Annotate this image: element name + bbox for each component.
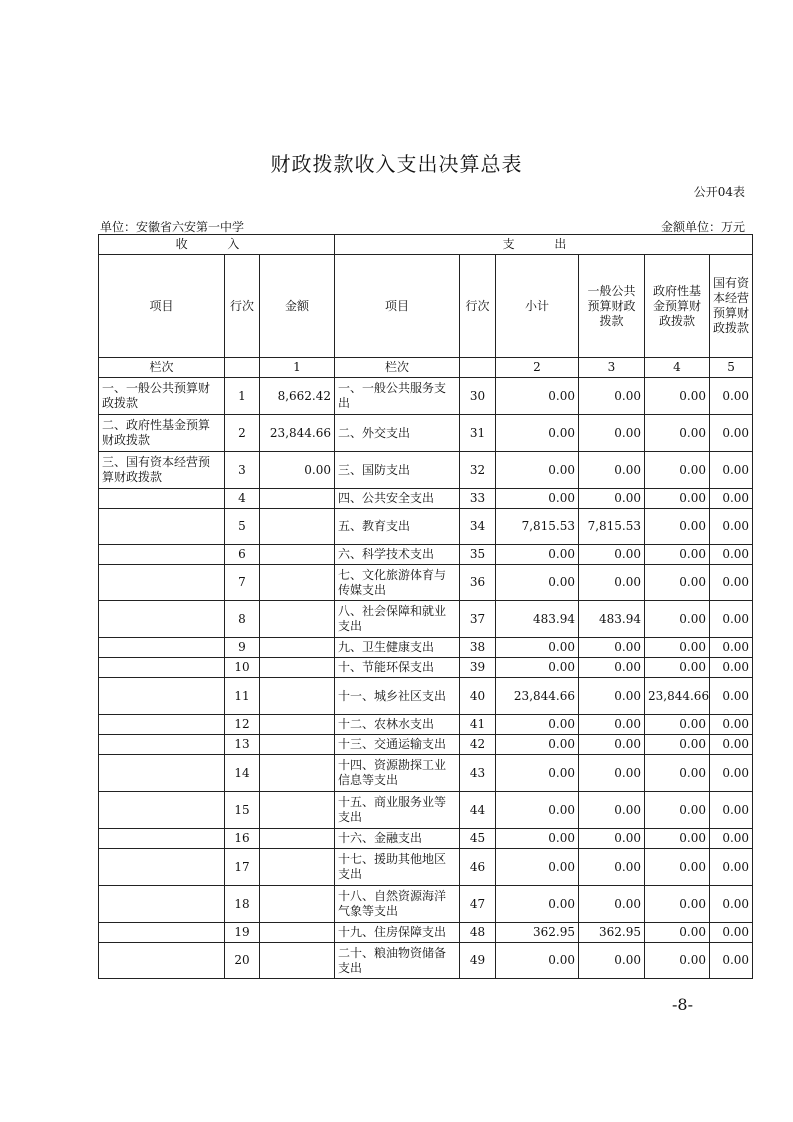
expense-subtotal: 0.00 (496, 943, 579, 979)
income-item (99, 943, 225, 979)
expense-state-capital-budget: 0.00 (710, 678, 753, 715)
unit-label: 单位：安徽省六安第一中学 (100, 220, 245, 234)
expense-item: 十、节能环保支出 (335, 658, 460, 678)
expense-item: 十四、资源勘探工业信息等支出 (335, 755, 460, 792)
expense-line: 46 (460, 849, 496, 886)
table-row (99, 755, 753, 792)
expense-general-budget: 0.00 (579, 415, 645, 452)
expense-fund-budget: 0.00 (645, 601, 710, 638)
table-row (99, 415, 753, 452)
expense-subtotal: 0.00 (496, 849, 579, 886)
income-amount (260, 565, 335, 601)
income-item (99, 638, 225, 658)
expense-line: 34 (460, 509, 496, 545)
income-amount (260, 658, 335, 678)
income-line: 7 (225, 565, 260, 601)
expense-general-budget: 0.00 (579, 638, 645, 658)
table-row (99, 545, 753, 565)
colnum-3: 3 (579, 358, 645, 378)
expense-item: 九、卫生健康支出 (335, 638, 460, 658)
expense-subtotal: 0.00 (496, 792, 579, 829)
expense-fund-budget: 0.00 (645, 415, 710, 452)
income-amount (260, 755, 335, 792)
income-amount (260, 509, 335, 545)
income-line: 16 (225, 829, 260, 849)
expense-subtotal: 362.95 (496, 923, 579, 943)
expense-general-budget: 483.94 (579, 601, 645, 638)
income-amount (260, 923, 335, 943)
income-line: 10 (225, 658, 260, 678)
table-row (99, 658, 753, 678)
expense-general-budget: 0.00 (579, 943, 645, 979)
expense-item: 二、外交支出 (335, 415, 460, 452)
table-row (99, 792, 753, 829)
income-line: 18 (225, 886, 260, 923)
expense-subtotal: 0.00 (496, 735, 579, 755)
income-amount (260, 638, 335, 658)
expense-line: 39 (460, 658, 496, 678)
expense-line: 31 (460, 415, 496, 452)
income-amount (260, 489, 335, 509)
expense-line: 36 (460, 565, 496, 601)
expense-state-capital-budget: 0.00 (710, 565, 753, 601)
income-amount (260, 601, 335, 638)
expense-item: 六、科学技术支出 (335, 545, 460, 565)
finance-table (98, 234, 753, 979)
expense-subtotal: 0.00 (496, 489, 579, 509)
expense-line: 44 (460, 792, 496, 829)
expense-fund-budget: 0.00 (645, 755, 710, 792)
expense-fund-budget: 0.00 (645, 452, 710, 489)
income-item (99, 923, 225, 943)
table-row (99, 923, 753, 943)
income-item (99, 489, 225, 509)
income-line: 11 (225, 678, 260, 715)
table-row (99, 829, 753, 849)
expense-state-capital-budget: 0.00 (710, 378, 753, 415)
income-item (99, 715, 225, 735)
expense-item: 十一、城乡社区支出 (335, 678, 460, 715)
page-title: 财政拨款收入支出决算总表 (270, 152, 523, 176)
income-line: 15 (225, 792, 260, 829)
expense-general-budget: 0.00 (579, 378, 645, 415)
header-general-budget: 一般公共预算财政拨款 (579, 255, 645, 358)
income-amount (260, 943, 335, 979)
expense-subtotal: 0.00 (496, 829, 579, 849)
expense-state-capital-budget: 0.00 (710, 735, 753, 755)
income-line: 20 (225, 943, 260, 979)
expense-fund-budget: 0.00 (645, 849, 710, 886)
expense-fund-budget: 0.00 (645, 943, 710, 979)
table-row (99, 638, 753, 658)
income-item (99, 509, 225, 545)
expense-state-capital-budget: 0.00 (710, 489, 753, 509)
income-item (99, 886, 225, 923)
colnum-empty (225, 358, 260, 378)
section-income-header: 收 入 (99, 235, 335, 255)
expense-item: 十八、自然资源海洋气象等支出 (335, 886, 460, 923)
expense-line: 43 (460, 755, 496, 792)
income-item (99, 755, 225, 792)
expense-fund-budget: 0.00 (645, 923, 710, 943)
expense-fund-budget: 0.00 (645, 886, 710, 923)
header-line-expense: 行次 (460, 255, 496, 358)
income-line: 3 (225, 452, 260, 489)
expense-item: 十二、农林水支出 (335, 715, 460, 735)
table-row (99, 489, 753, 509)
expense-item: 七、文化旅游体育与传媒支出 (335, 565, 460, 601)
expense-general-budget: 0.00 (579, 715, 645, 735)
income-item (99, 735, 225, 755)
expense-state-capital-budget: 0.00 (710, 638, 753, 658)
income-line: 2 (225, 415, 260, 452)
table-row (99, 849, 753, 886)
form-number: 公开04表 (693, 185, 745, 199)
colnum-1: 1 (260, 358, 335, 378)
income-amount (260, 849, 335, 886)
header-amount: 金额 (260, 255, 335, 358)
expense-state-capital-budget: 0.00 (710, 829, 753, 849)
expense-item: 十六、金融支出 (335, 829, 460, 849)
income-item (99, 601, 225, 638)
section-expense-header: 支 出 (335, 235, 753, 255)
header-item: 项目 (99, 255, 225, 358)
expense-fund-budget: 0.00 (645, 638, 710, 658)
income-amount (260, 792, 335, 829)
expense-item: 五、教育支出 (335, 509, 460, 545)
income-amount (260, 715, 335, 735)
income-line: 12 (225, 715, 260, 735)
expense-line: 45 (460, 829, 496, 849)
expense-state-capital-budget: 0.00 (710, 415, 753, 452)
colnum-empty-expense (460, 358, 496, 378)
expense-state-capital-budget: 0.00 (710, 849, 753, 886)
expense-line: 32 (460, 452, 496, 489)
expense-line: 40 (460, 678, 496, 715)
expense-state-capital-budget: 0.00 (710, 601, 753, 638)
expense-subtotal: 0.00 (496, 755, 579, 792)
expense-state-capital-budget: 0.00 (710, 755, 753, 792)
header-fund-budget: 政府性基金预算财政拨款 (645, 255, 710, 358)
expense-fund-budget: 0.00 (645, 509, 710, 545)
header-state-capital-budget: 国有资本经营预算财政拨款 (710, 255, 753, 358)
expense-general-budget: 0.00 (579, 565, 645, 601)
income-line: 6 (225, 545, 260, 565)
expense-general-budget: 0.00 (579, 452, 645, 489)
expense-state-capital-budget: 0.00 (710, 792, 753, 829)
colnum-5: 5 (710, 358, 753, 378)
expense-item: 十七、援助其他地区支出 (335, 849, 460, 886)
income-amount (260, 886, 335, 923)
expense-subtotal: 0.00 (496, 565, 579, 601)
table-row (99, 715, 753, 735)
expense-general-budget: 0.00 (579, 735, 645, 755)
expense-item: 二十、粮油物资储备支出 (335, 943, 460, 979)
income-item: 二、政府性基金预算财政拨款 (99, 415, 225, 452)
expense-subtotal: 0.00 (496, 886, 579, 923)
expense-line: 35 (460, 545, 496, 565)
expense-line: 33 (460, 489, 496, 509)
expense-fund-budget: 0.00 (645, 489, 710, 509)
income-line: 1 (225, 378, 260, 415)
expense-state-capital-budget: 0.00 (710, 658, 753, 678)
expense-line: 48 (460, 923, 496, 943)
expense-state-capital-budget: 0.00 (710, 923, 753, 943)
colnum-label-expense: 栏次 (335, 358, 460, 378)
expense-subtotal: 0.00 (496, 545, 579, 565)
expense-item: 十五、商业服务业等支出 (335, 792, 460, 829)
expense-state-capital-budget: 0.00 (710, 509, 753, 545)
expense-general-budget: 0.00 (579, 886, 645, 923)
income-item (99, 792, 225, 829)
colnum-4: 4 (645, 358, 710, 378)
expense-line: 37 (460, 601, 496, 638)
income-item (99, 849, 225, 886)
income-line: 8 (225, 601, 260, 638)
expense-fund-budget: 0.00 (645, 735, 710, 755)
expense-subtotal: 0.00 (496, 415, 579, 452)
expense-fund-budget: 0.00 (645, 658, 710, 678)
income-amount: 0.00 (260, 452, 335, 489)
colnum-2: 2 (496, 358, 579, 378)
income-line: 19 (225, 923, 260, 943)
expense-line: 49 (460, 943, 496, 979)
expense-state-capital-budget: 0.00 (710, 452, 753, 489)
income-item (99, 658, 225, 678)
table-row (99, 509, 753, 545)
table-row (99, 886, 753, 923)
expense-general-budget: 0.00 (579, 545, 645, 565)
expense-subtotal: 7,815.53 (496, 509, 579, 545)
expense-state-capital-budget: 0.00 (710, 886, 753, 923)
header-line: 行次 (225, 255, 260, 358)
table-row (99, 943, 753, 979)
income-item (99, 678, 225, 715)
page-number: -8- (672, 995, 693, 1014)
income-amount (260, 545, 335, 565)
colnum-label: 栏次 (99, 358, 225, 378)
expense-state-capital-budget: 0.00 (710, 545, 753, 565)
income-line: 14 (225, 755, 260, 792)
expense-fund-budget: 0.00 (645, 545, 710, 565)
income-line: 13 (225, 735, 260, 755)
header-item-expense: 项目 (335, 255, 460, 358)
expense-general-budget: 0.00 (579, 678, 645, 715)
expense-line: 47 (460, 886, 496, 923)
table-row (99, 378, 753, 415)
income-amount: 8,662.42 (260, 378, 335, 415)
expense-line: 30 (460, 378, 496, 415)
table-row (99, 565, 753, 601)
income-item (99, 545, 225, 565)
expense-item: 一、一般公共服务支出 (335, 378, 460, 415)
table-row (99, 735, 753, 755)
expense-general-budget: 0.00 (579, 755, 645, 792)
expense-item: 四、公共安全支出 (335, 489, 460, 509)
expense-general-budget: 362.95 (579, 923, 645, 943)
income-line: 17 (225, 849, 260, 886)
expense-subtotal: 0.00 (496, 638, 579, 658)
income-amount (260, 735, 335, 755)
expense-subtotal: 0.00 (496, 658, 579, 678)
expense-subtotal: 23,844.66 (496, 678, 579, 715)
expense-subtotal: 0.00 (496, 452, 579, 489)
expense-fund-budget: 0.00 (645, 378, 710, 415)
expense-general-budget: 0.00 (579, 792, 645, 829)
expense-item: 十九、住房保障支出 (335, 923, 460, 943)
table-row (99, 601, 753, 638)
expense-general-budget: 7,815.53 (579, 509, 645, 545)
expense-fund-budget: 0.00 (645, 565, 710, 601)
expense-subtotal: 483.94 (496, 601, 579, 638)
expense-line: 41 (460, 715, 496, 735)
expense-fund-budget: 0.00 (645, 792, 710, 829)
income-line: 9 (225, 638, 260, 658)
expense-line: 38 (460, 638, 496, 658)
table-row (99, 678, 753, 715)
expense-line: 42 (460, 735, 496, 755)
income-line: 5 (225, 509, 260, 545)
expense-general-budget: 0.00 (579, 489, 645, 509)
expense-item: 三、国防支出 (335, 452, 460, 489)
expense-general-budget: 0.00 (579, 849, 645, 886)
expense-general-budget: 0.00 (579, 658, 645, 678)
income-amount (260, 829, 335, 849)
income-item (99, 829, 225, 849)
expense-subtotal: 0.00 (496, 378, 579, 415)
income-line: 4 (225, 489, 260, 509)
table-row (99, 452, 753, 489)
expense-fund-budget: 0.00 (645, 715, 710, 735)
expense-item: 八、社会保障和就业支出 (335, 601, 460, 638)
expense-item: 十三、交通运输支出 (335, 735, 460, 755)
income-amount (260, 678, 335, 715)
income-item (99, 565, 225, 601)
income-amount: 23,844.66 (260, 415, 335, 452)
expense-fund-budget: 23,844.66 (645, 678, 710, 715)
expense-state-capital-budget: 0.00 (710, 943, 753, 979)
header-subtotal: 小计 (496, 255, 579, 358)
expense-subtotal: 0.00 (496, 715, 579, 735)
expense-fund-budget: 0.00 (645, 829, 710, 849)
money-unit-label: 金额单位：万元 (660, 220, 745, 234)
income-item: 一、一般公共预算财政拨款 (99, 378, 225, 415)
income-item: 三、国有资本经营预算财政拨款 (99, 452, 225, 489)
expense-general-budget: 0.00 (579, 829, 645, 849)
expense-state-capital-budget: 0.00 (710, 715, 753, 735)
